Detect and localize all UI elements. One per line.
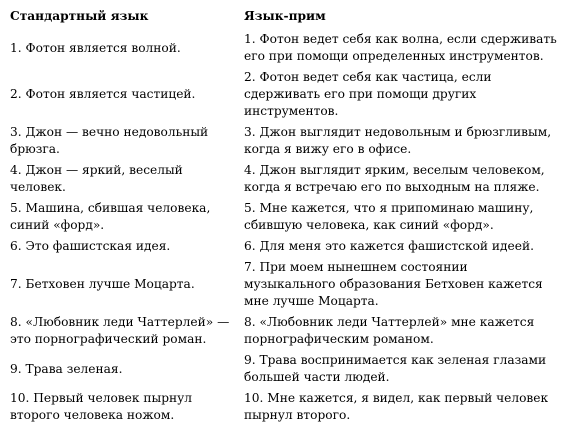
header-e-prime: Язык-прим <box>244 9 326 23</box>
e-prime-statement: 1. Фотон ведет себя как волна, если сдерживать его при помощи определенных инструментов. <box>244 32 557 63</box>
table-row <box>4 29 566 67</box>
table-row <box>4 236 566 257</box>
e-prime-statement: 8. «Любовник леди Чаттерлей» мне кажется порнографическим романом. <box>244 315 535 346</box>
table-row <box>4 198 566 236</box>
e-prime-statement: 7. При моем нынешнем состоянии музыкального образования Бетховен кажется мне лучше Моцарта. <box>244 260 543 308</box>
e-prime-statement: 9. Трава воспринимается как зеленая глазами большей части людей. <box>244 353 547 384</box>
e-prime-statement: 3. Джон выглядит недовольным и брюзгливым, когда я вижу его в офисе. <box>244 125 552 156</box>
e-prime-statement: 2. Фотон ведет себя как частица, если сдерживать его при помощи других инструментов. <box>244 70 492 118</box>
table-row <box>4 122 566 160</box>
e-prime-statement: 10. Мне кажется, я видел, как первый человек пырнул второго. <box>244 391 549 422</box>
standard-statement: 5. Машина, сбившая человека, синий «форд». <box>10 201 211 232</box>
table-row <box>4 388 566 426</box>
standard-statement: 4. Джон — яркий, веселый человек. <box>10 163 183 194</box>
standard-statement: 8. «Любовник леди Чаттерлей» — это порнографический роман. <box>10 315 230 346</box>
comparison-table <box>4 4 566 426</box>
table-row <box>4 257 566 312</box>
standard-statement: 3. Джон — вечно недовольный брюзга. <box>10 125 209 156</box>
standard-statement: 10. Первый человек пырнул второго человека ножом. <box>10 391 193 422</box>
table-row <box>4 160 566 198</box>
table-row <box>4 312 566 350</box>
standard-statement: 6. Это фашистская идея. <box>10 239 171 253</box>
header-standard-language: Стандартный язык <box>10 9 149 23</box>
standard-statement: 9. Трава зеленая. <box>10 361 123 376</box>
table-row <box>4 350 566 388</box>
e-prime-statement: 6. Для меня это кажется фашистской идеей. <box>244 239 534 253</box>
header-row <box>4 4 566 29</box>
table-row <box>4 67 566 122</box>
standard-statement: 1. Фотон является волной. <box>10 40 181 55</box>
standard-statement: 2. Фотон является частицей. <box>10 87 196 101</box>
e-prime-statement: 5. Мне кажется, что я припоминаю машину, сбившую человека, как синий «форд». <box>244 201 534 232</box>
e-prime-statement: 4. Джон выглядит ярким, веселым человеком, когда я встречаю его по выходным на пляже. <box>244 163 545 194</box>
standard-statement: 7. Бетховен лучше Моцарта. <box>10 277 195 291</box>
